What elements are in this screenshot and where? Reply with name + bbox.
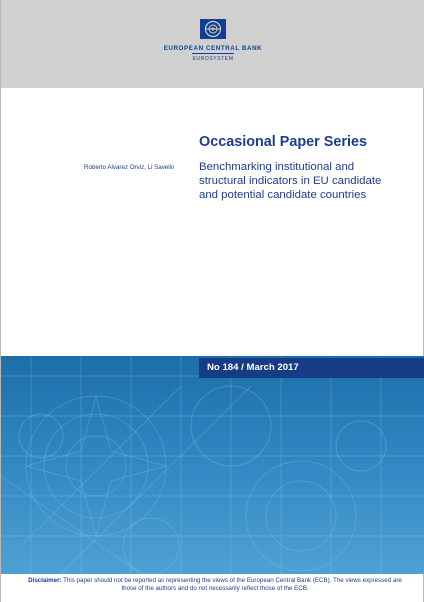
paper-title-line: Benchmarking institutional and [199, 161, 355, 173]
disclaimer-label: Disclaimer: [28, 577, 62, 584]
header-band [1, 0, 424, 88]
paper-title-line: structural indicators in EU candidate [199, 175, 382, 187]
blueprint-pattern [1, 356, 424, 574]
eurosystem-label: EUROSYSTEM [192, 56, 234, 62]
paper-title [199, 160, 409, 202]
paper-title-line: and potential candidate countries [199, 189, 367, 201]
blueprint-band [1, 356, 424, 574]
authors: Roberto Alvarez Orviz, Li Savelin [84, 164, 175, 171]
disclaimer-text: This paper should not be reported as representing the views of the European Central Bank (ECB). The views expressed are those of the authors and do not necessarily reflect those of the ECB. [61, 577, 402, 592]
ecb-logo-icon [199, 18, 227, 40]
bank-name: EUROPEAN CENTRAL BANK [163, 45, 263, 52]
issue-number: No 184 / March 2017 [207, 362, 299, 373]
header-rule [192, 53, 234, 54]
issue-banner [199, 358, 424, 378]
series-title: Occasional Paper Series [199, 134, 367, 150]
disclaimer [23, 577, 407, 593]
